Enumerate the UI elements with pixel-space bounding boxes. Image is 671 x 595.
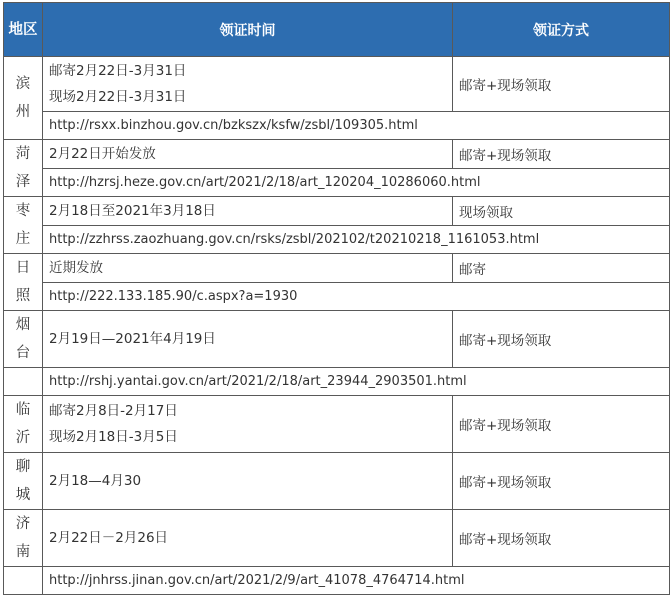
url-link[interactable]: http://rsxx.binzhou.gov.cn/bzkszx/ksfw/zsbl/109305.html [43,112,670,140]
region-cell: 日 照 [4,254,43,311]
region-cell: 滨 州 [4,57,43,140]
region-cell: 菏 泽 [4,140,43,197]
time-cell: 近期发放 [43,254,453,283]
method-cell: 邮寄+现场领取 [453,140,670,169]
url-link[interactable]: http://zzhrss.zaozhuang.gov.cn/rsks/zsbl/202102/t20210218_1161053.html [43,225,670,254]
method-cell: 邮寄+现场领取 [453,57,670,112]
url-row [4,567,670,595]
region-cell: 聊 城 [4,453,43,510]
time-cell: 2月19日—2021年4月19日 [43,311,453,368]
method-cell: 邮寄+现场领取 [453,510,670,567]
url-row [4,368,670,396]
time-cell: 2月22日－2月26日 [43,510,453,567]
header-region: 地区 [4,3,43,57]
method-cell: 邮寄 [453,254,670,283]
method-cell: 邮寄+现场领取 [453,453,670,510]
header-time: 领证时间 [43,3,453,57]
region-cell: 枣 庄 [4,197,43,254]
table-row [4,311,670,368]
table-row [4,254,670,283]
time-cell: 2月22日开始发放 [43,140,453,169]
region-cell: 济 南 [4,510,43,567]
url-link[interactable]: http://jnhrss.jinan.gov.cn/art/2021/2/9/art_41078_4764714.html [43,567,670,595]
url-row [4,225,670,254]
region-cell: 临 沂 [4,396,43,453]
table-row [4,197,670,226]
table-row [4,396,670,453]
time-cell: 邮寄2月22日-3月31日 现场2月22日-3月31日 [43,57,453,112]
table-row [4,140,670,169]
region-cell: 烟 台 [4,311,43,368]
url-link[interactable]: http://hzrsj.heze.gov.cn/art/2021/2/18/art_120204_10286060.html [43,168,670,197]
method-cell: 邮寄+现场领取 [453,396,670,453]
table-header-row [4,3,670,57]
method-cell: 现场领取 [453,197,670,226]
region-cell-empty [4,368,43,396]
url-link[interactable]: http://rshj.yantai.gov.cn/art/2021/2/18/art_23944_2903501.html [43,368,670,396]
certificate-table [3,2,670,595]
table-row [4,453,670,510]
region-cell-empty [4,567,43,595]
time-cell: 邮寄2月8日-2月17日 现场2月18日-3月5日 [43,396,453,453]
table-row [4,510,670,567]
time-cell: 2月18—4月30 [43,453,453,510]
header-method: 领证方式 [453,3,670,57]
url-row [4,282,670,311]
url-row [4,112,670,140]
method-cell: 邮寄+现场领取 [453,311,670,368]
table-row [4,57,670,112]
time-cell: 2月18日至2021年3月18日 [43,197,453,226]
url-link[interactable]: http://222.133.185.90/c.aspx?a=1930 [43,282,670,311]
url-row [4,168,670,197]
